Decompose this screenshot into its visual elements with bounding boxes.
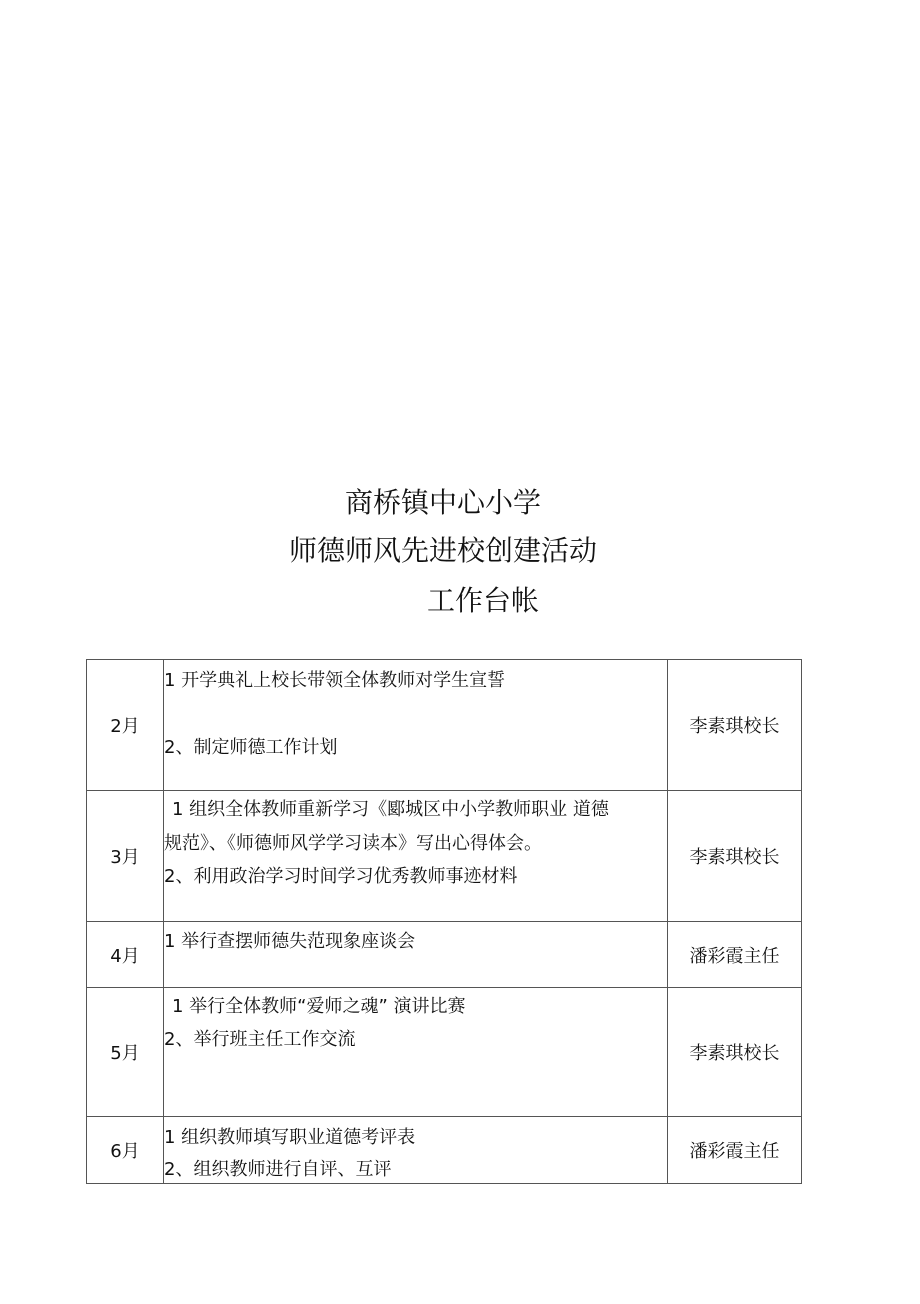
activity-line: 2、举行班主任工作交流 bbox=[164, 1029, 356, 1050]
activity-line: 1 开学典礼上校长带领全体教师对学生宣誓 bbox=[164, 670, 506, 691]
owner-cell: 李素琪校长 bbox=[668, 791, 802, 922]
table-row bbox=[87, 1117, 802, 1184]
activity-cell bbox=[164, 1117, 668, 1184]
activity-line: 规范》、《师德师风学学习读本》写出心得体会。 bbox=[164, 833, 542, 854]
month-cell: 6月 bbox=[87, 1117, 164, 1184]
activity-line: 2、利用政治学习时间学习优秀教师事迹材料 bbox=[164, 866, 518, 887]
month-cell: 2月 bbox=[87, 660, 164, 791]
activity-line: 2、制定师德工作计划 bbox=[164, 737, 338, 758]
school-name: 商桥镇中心小学 bbox=[344, 486, 541, 519]
activity-line: 1 举行查摆师德失范现象座谈会 bbox=[164, 931, 416, 952]
table-row bbox=[87, 988, 802, 1117]
table-row bbox=[87, 660, 802, 791]
owner-cell: 潘彩霞主任 bbox=[668, 922, 802, 988]
owner-cell: 李素琪校长 bbox=[668, 988, 802, 1117]
activity-cell bbox=[164, 922, 668, 988]
month-cell: 5月 bbox=[87, 988, 164, 1117]
activity-cell bbox=[164, 660, 668, 791]
month-cell: 3月 bbox=[87, 791, 164, 922]
activity-cell bbox=[164, 988, 668, 1117]
owner-cell: 潘彩霞主任 bbox=[668, 1117, 802, 1184]
activity-title: 师德师风先进校创建活动 bbox=[288, 534, 597, 567]
month-cell: 4月 bbox=[87, 922, 164, 988]
table-row bbox=[87, 791, 802, 922]
owner-cell: 李素琪校长 bbox=[668, 660, 802, 791]
activity-line: 2、组织教师进行自评、互评 bbox=[164, 1159, 392, 1180]
activity-cell bbox=[164, 791, 668, 922]
table-row bbox=[87, 922, 802, 988]
document-type: 工作台帐 bbox=[426, 584, 539, 617]
work-ledger-table bbox=[86, 659, 802, 1184]
activity-line: 1 举行全体教师“爱师之魂” 演讲比赛 bbox=[172, 996, 466, 1017]
activity-line: 1 组织全体教师重新学习《郾城区中小学教师职业 道德 bbox=[172, 799, 609, 820]
activity-line: 1 组织教师填写职业道德考评表 bbox=[164, 1127, 416, 1148]
